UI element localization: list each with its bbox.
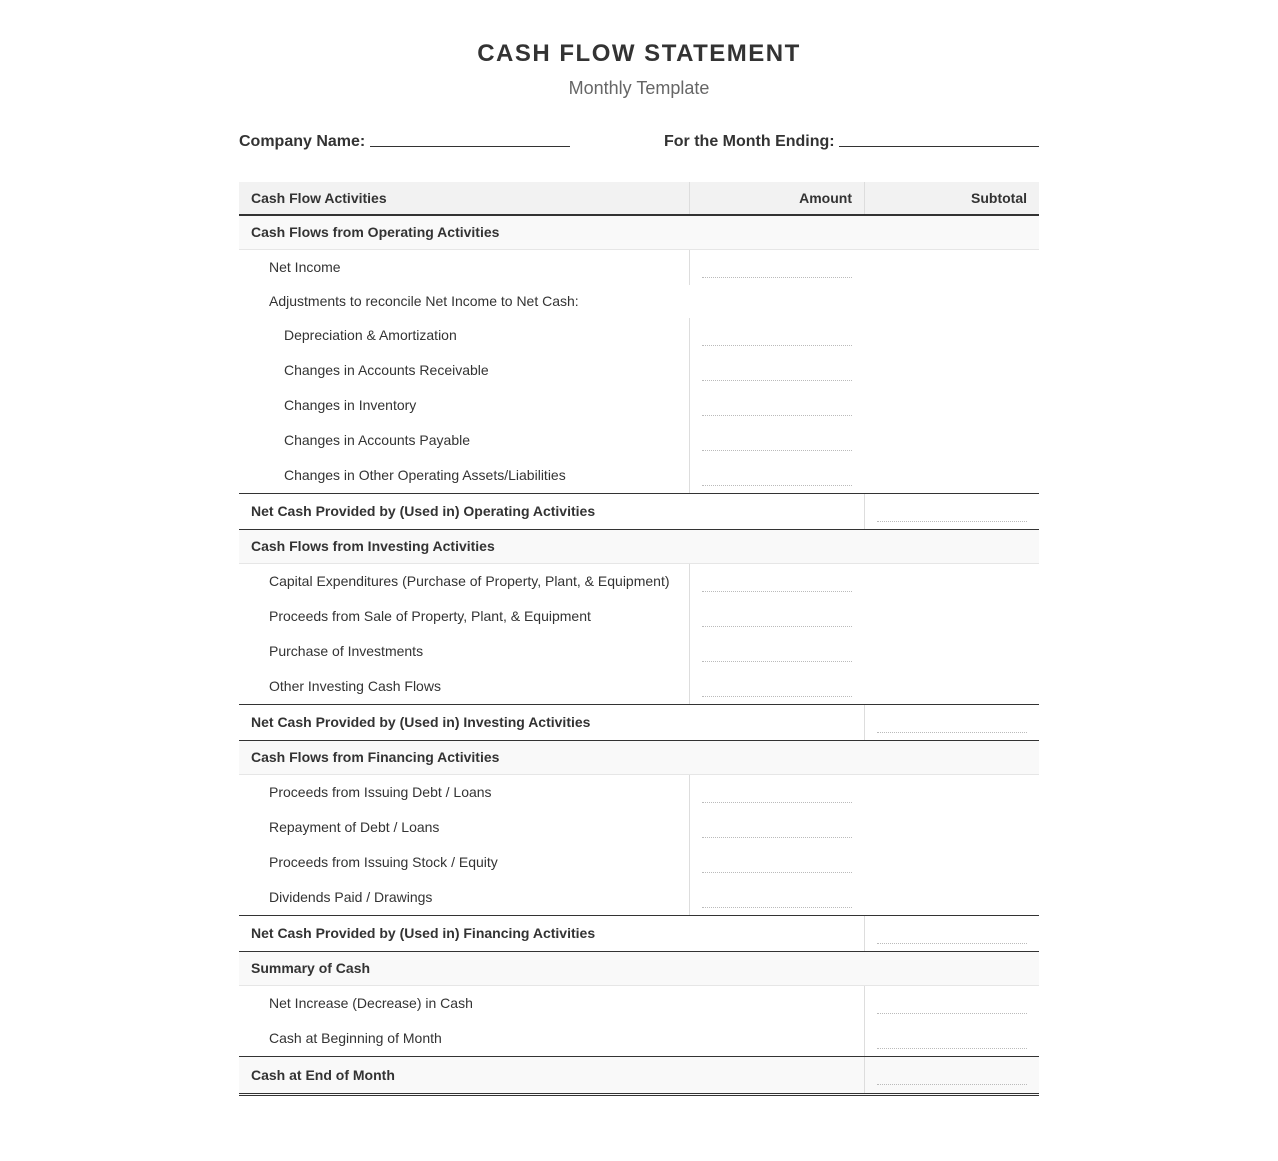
item-label: Proceeds from Sale of Property, Plant, & Equipment <box>269 608 591 624</box>
total-investing <box>239 704 1039 741</box>
section-investing <box>239 530 1039 564</box>
section-financing <box>239 741 1039 775</box>
list-item <box>239 810 1039 845</box>
item-label: Proceeds from Issuing Stock / Equity <box>269 854 498 870</box>
total-financing <box>239 915 1039 952</box>
item-label: Adjustments to reconcile Net Income to Net Cash: <box>269 293 579 309</box>
list-item <box>239 353 1039 388</box>
amount-field[interactable] <box>702 485 852 486</box>
list-item <box>239 845 1039 880</box>
page-subtitle: Monthly Template <box>568 78 710 98</box>
item-label: Cash at Beginning of Month <box>269 1030 442 1046</box>
amount-field[interactable] <box>702 802 852 803</box>
total-label: Cash at End of Month <box>251 1067 395 1083</box>
subtotal-field[interactable] <box>877 1084 1027 1085</box>
list-item <box>239 599 1039 634</box>
item-label: Other Investing Cash Flows <box>269 678 441 694</box>
list-item <box>239 669 1039 704</box>
item-label: Net Increase (Decrease) in Cash <box>269 995 473 1011</box>
list-item <box>239 634 1039 669</box>
list-item <box>239 423 1039 458</box>
section-title: Cash Flows from Investing Activities <box>251 538 495 554</box>
section-title: Cash Flows from Financing Activities <box>251 749 500 765</box>
list-item <box>239 388 1039 423</box>
column-header-amount: Amount <box>799 190 852 206</box>
company-name-field[interactable] <box>370 146 570 147</box>
subtotal-field[interactable] <box>877 1013 1027 1014</box>
amount-field[interactable] <box>702 277 852 278</box>
page-title: CASH FLOW STATEMENT <box>477 40 801 67</box>
month-ending-label: For the Month Ending: <box>664 133 835 150</box>
total-label: Net Cash Provided by (Used in) Operating Activities <box>251 503 596 519</box>
list-item <box>239 318 1039 353</box>
amount-field[interactable] <box>702 907 852 908</box>
item-label: Changes in Other Operating Assets/Liabilities <box>284 467 566 483</box>
item-label: Proceeds from Issuing Debt / Loans <box>269 784 492 800</box>
item-label: Dividends Paid / Drawings <box>269 889 433 905</box>
amount-field[interactable] <box>702 380 852 381</box>
subtotal-field[interactable] <box>877 943 1027 944</box>
subtotal-field[interactable] <box>877 732 1027 733</box>
list-item <box>239 458 1039 493</box>
column-header-subtotal: Subtotal <box>971 190 1027 206</box>
cash-flow-table <box>239 182 1039 1096</box>
list-item <box>239 880 1039 915</box>
amount-field[interactable] <box>702 661 852 662</box>
item-label: Net Income <box>269 259 341 275</box>
list-item <box>239 285 1039 318</box>
list-item <box>239 250 1039 285</box>
item-label: Changes in Accounts Payable <box>284 432 471 448</box>
amount-field[interactable] <box>702 591 852 592</box>
table-header <box>239 182 1039 216</box>
list-item <box>239 564 1039 599</box>
amount-field[interactable] <box>702 450 852 451</box>
total-cash-end <box>239 1056 1039 1096</box>
section-title: Cash Flows from Operating Activities <box>251 224 500 240</box>
amount-field[interactable] <box>702 626 852 627</box>
item-label: Purchase of Investments <box>269 643 424 659</box>
item-label: Changes in Accounts Receivable <box>284 362 489 378</box>
total-label: Net Cash Provided by (Used in) Financing Activities <box>251 925 596 941</box>
total-label: Net Cash Provided by (Used in) Investing Activities <box>251 714 591 730</box>
company-name-label: Company Name: <box>239 133 366 150</box>
section-operating <box>239 216 1039 250</box>
item-label: Changes in Inventory <box>284 397 417 413</box>
item-label: Capital Expenditures (Purchase of Property, Plant, & Equipment) <box>269 573 670 589</box>
subtotal-field[interactable] <box>877 521 1027 522</box>
section-summary <box>239 952 1039 986</box>
list-item <box>239 775 1039 810</box>
section-title: Summary of Cash <box>251 960 371 976</box>
total-operating <box>239 493 1039 530</box>
item-label: Repayment of Debt / Loans <box>269 819 440 835</box>
month-ending-field[interactable] <box>839 146 1039 147</box>
amount-field[interactable] <box>702 696 852 697</box>
subtotal-field[interactable] <box>877 1048 1027 1049</box>
column-header-activities: Cash Flow Activities <box>251 190 387 206</box>
list-item <box>239 1021 1039 1056</box>
amount-field[interactable] <box>702 415 852 416</box>
amount-field[interactable] <box>702 345 852 346</box>
list-item <box>239 986 1039 1021</box>
item-label: Depreciation & Amortization <box>284 327 457 343</box>
amount-field[interactable] <box>702 872 852 873</box>
amount-field[interactable] <box>702 837 852 838</box>
